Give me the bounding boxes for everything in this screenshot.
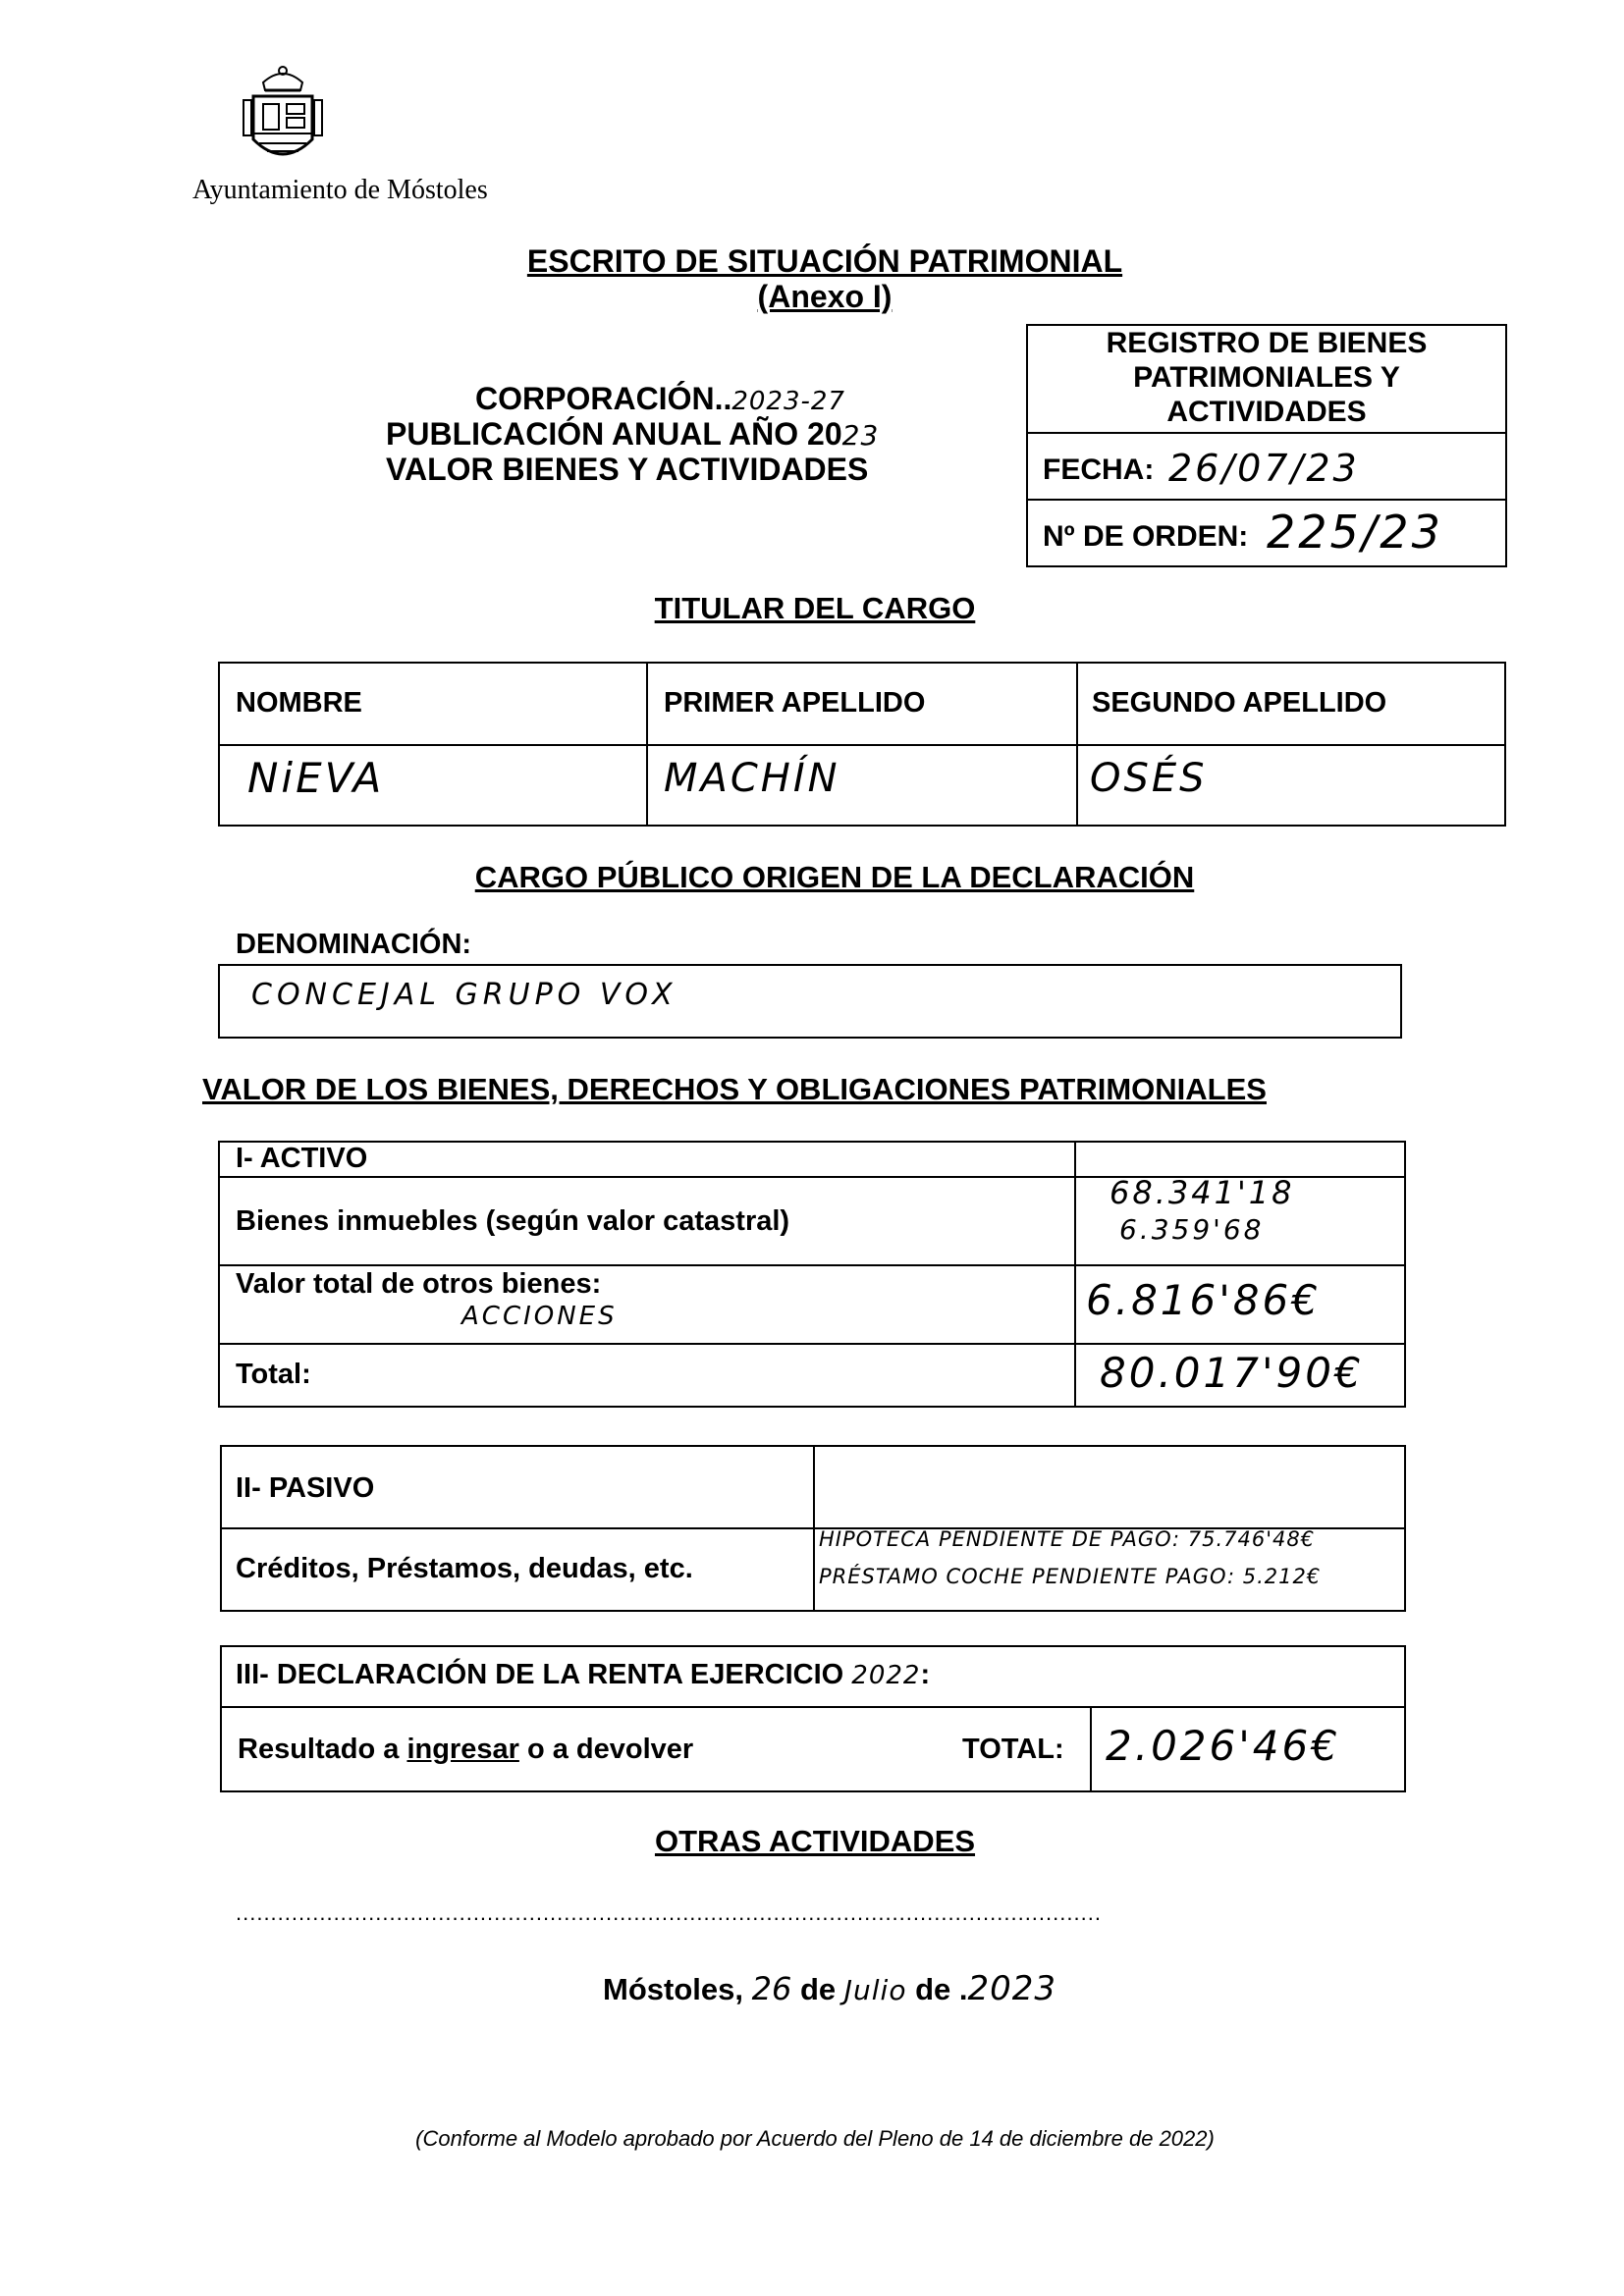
other-assets-note: ACCIONES [461,1302,618,1331]
second-surname-value: OSÉS [1090,756,1208,801]
holder-table-col-divider-2 [1076,662,1078,827]
credits-label: Créditos, Préstamos, deudas, etc. [236,1553,693,1584]
name-value: NiEVA [247,754,385,802]
other-activities-dots: ............................................................................................................................ [236,1900,1102,1925]
denomination-label: DENOMINACIÓN: [236,929,472,960]
denomination-value: CONCEJAL GRUPO VOX [251,978,677,1012]
document-annex: (Anexo I) [757,279,893,314]
real-estate-value-2: 6.359'68 [1119,1213,1265,1246]
holder-section-title: TITULAR DEL CARGO [654,591,976,625]
document-title: ESCRITO DE SITUACIÓN PATRIMONIAL [526,243,1123,279]
corporation-line [475,381,845,417]
signature-month: Julio [843,1974,907,2006]
result-label-underlined: ingresar [406,1734,519,1765]
signature-year: 2023 [967,1969,1057,2008]
result-label-suffix: o a devolver [518,1734,694,1765]
income-tax-year: 2022 [851,1661,921,1690]
income-tax-total-value: 2.026'46€ [1106,1722,1340,1770]
footer-note: (Conforme al Modelo aprobado por Acuerdo del Pleno de 14 de diciembre de 2022) [415,2126,1215,2151]
income-tax-header-suffix: : [920,1659,931,1690]
coat-of-arms-logo [234,61,332,171]
income-tax-row-divider [220,1706,1406,1708]
first-surname-value: MACHÍN [664,756,840,801]
corporation-value: 2023-27 [731,387,845,416]
income-tax-result-label [238,1734,693,1766]
assets-total-value: 80.017'90€ [1100,1349,1364,1397]
holder-table-col-divider-1 [646,662,648,827]
income-tax-total-label: TOTAL: [962,1734,1064,1765]
publication-year: 23 [841,419,880,452]
values-label: VALOR BIENES Y ACTIVIDADES [386,452,869,487]
other-assets-value: 6.816'86€ [1086,1276,1321,1324]
registry-date-label: FECHA: [1043,454,1155,486]
corporation-label: CORPORACIÓN.. [475,381,732,416]
publication-line [386,416,879,453]
registry-date-value: 26/07/23 [1168,447,1360,490]
publication-label: PUBLICACIÓN ANUAL AÑO 20 [386,416,842,452]
result-label-prefix: Resultado a [238,1734,407,1765]
real-estate-value-1: 68.341'18 [1110,1174,1295,1211]
registry-divider-2 [1026,499,1507,501]
assets-total-label: Total: [236,1359,311,1390]
second-surname-header: SEGUNDO APELLIDO [1092,687,1387,719]
income-tax-header [236,1659,930,1691]
signature-city: Móstoles, [603,1972,743,2006]
credit-line-1: HIPOTECA PENDIENTE DE PAGO: 75.746'48€ [819,1527,1316,1551]
signature-line [603,1969,1056,2008]
other-assets-label: Valor total de otros bienes: [236,1268,602,1300]
real-estate-label: Bienes inmuebles (según valor catastral) [236,1205,790,1237]
name-header: NOMBRE [236,687,362,719]
signature-de2: de . [915,1972,968,2006]
income-tax-header-text: III- DECLARACIÓN DE LA RENTA EJERCICIO [236,1659,852,1690]
holder-table-row-divider [218,744,1506,746]
registry-title-line1: REGISTRO DE BIENES [1106,327,1428,359]
credit-line-2: PRÉSTAMO COCHE PENDIENTE PAGO: 5.212€ [819,1565,1322,1588]
registry-order-value: 225/23 [1267,506,1443,559]
first-surname-header: PRIMER APELLIDO [664,687,926,719]
signature-day: 26 [751,1970,792,2007]
other-activities-title: OTRAS ACTIVIDADES [654,1824,976,1858]
income-tax-col-divider [1090,1706,1092,1792]
assets-row-divider-3 [218,1343,1406,1345]
signature-de1: de [799,1972,837,2006]
registry-divider-1 [1026,432,1507,434]
assets-row-divider-2 [218,1264,1406,1266]
registry-title-line2: PATRIMONIALES Y [1133,361,1400,394]
assets-table-col-divider [1074,1141,1076,1408]
values-section-title: VALOR DE LOS BIENES, DERECHOS Y OBLIGACIONES PATRIMONIALES [202,1072,1267,1106]
liabilities-header: II- PASIVO [236,1472,375,1504]
registry-title-line3: ACTIVIDADES [1166,396,1367,428]
assets-header: I- ACTIVO [236,1143,368,1174]
registry-order-label: Nº DE ORDEN: [1043,520,1249,553]
municipality-name: Ayuntamiento de Móstoles [192,175,488,205]
public-office-title: CARGO PÚBLICO ORIGEN DE LA DECLARACIÓN [474,860,1195,894]
